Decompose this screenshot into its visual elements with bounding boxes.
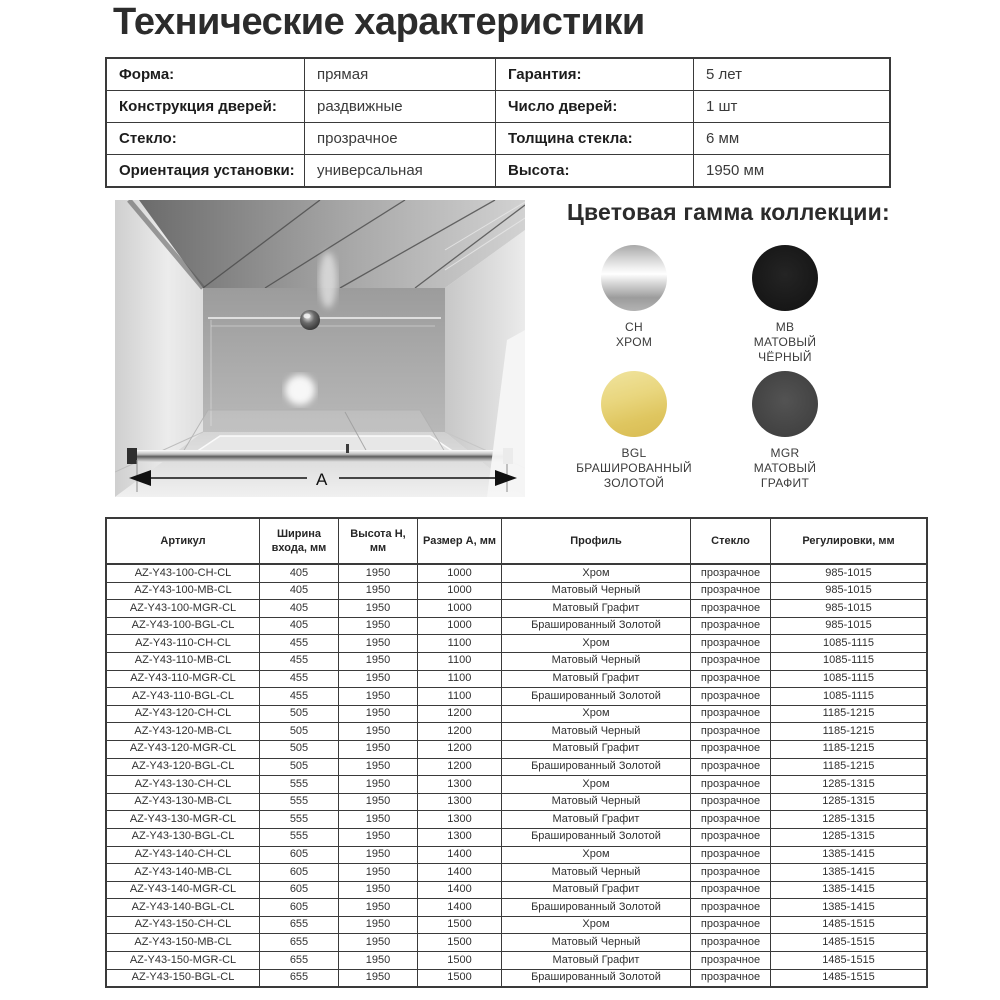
glass-door-panel <box>183 410 445 452</box>
table-cell: 1950 <box>339 969 418 987</box>
color-circle-ch <box>601 245 667 311</box>
spec-value: 1950 мм <box>693 155 889 186</box>
products-table-head <box>106 518 927 564</box>
table-cell: 1500 <box>418 969 502 987</box>
table-row <box>106 969 927 987</box>
table-cell: прозрачное <box>691 705 771 723</box>
table-cell: 1485-1515 <box>771 934 928 952</box>
table-row <box>106 776 927 794</box>
table-cell: 1385-1415 <box>771 881 928 899</box>
table-cell: 555 <box>260 793 339 811</box>
table-cell: Хром <box>502 635 691 653</box>
table-cell: 1485-1515 <box>771 969 928 987</box>
products-header-row <box>106 518 927 564</box>
products-column-header: Стекло <box>691 518 771 564</box>
table-cell: Матовый Графит <box>502 811 691 829</box>
table-cell: Матовый Черный <box>502 934 691 952</box>
table-cell: AZ-Y43-120-MGR-CL <box>106 740 260 758</box>
table-cell: 985-1015 <box>771 564 928 582</box>
table-cell: 1285-1315 <box>771 793 928 811</box>
spec-value: 6 мм <box>693 123 889 154</box>
table-cell: 1950 <box>339 828 418 846</box>
table-cell: 1185-1215 <box>771 740 928 758</box>
table-row <box>106 688 927 706</box>
table-cell: Брашированный Золотой <box>502 688 691 706</box>
table-row <box>106 582 927 600</box>
table-cell: 1950 <box>339 864 418 882</box>
color-swatch-ch <box>601 245 667 365</box>
table-cell: 1100 <box>418 652 502 670</box>
table-cell: AZ-Y43-100-CH-CL <box>106 564 260 582</box>
table-cell: 1950 <box>339 740 418 758</box>
table-cell: 1950 <box>339 688 418 706</box>
table-cell: Матовый Черный <box>502 723 691 741</box>
table-cell: AZ-Y43-110-CH-CL <box>106 635 260 653</box>
table-cell: Матовый Графит <box>502 600 691 618</box>
table-cell: прозрачное <box>691 723 771 741</box>
table-cell: 1400 <box>418 899 502 917</box>
table-cell: прозрачное <box>691 828 771 846</box>
table-cell: 1485-1515 <box>771 916 928 934</box>
table-row <box>106 952 927 970</box>
table-row <box>106 916 927 934</box>
table-row <box>106 723 927 741</box>
table-cell: 405 <box>260 564 339 582</box>
table-cell: 1085-1115 <box>771 652 928 670</box>
table-cell: Хром <box>502 564 691 582</box>
table-cell: 1950 <box>339 811 418 829</box>
table-cell: 1950 <box>339 582 418 600</box>
table-row <box>106 600 927 618</box>
table-cell: Матовый Графит <box>502 670 691 688</box>
spec-value: 1 шт <box>693 91 889 122</box>
color-swatch-label-line: MB <box>775 320 795 334</box>
table-cell: 1500 <box>418 916 502 934</box>
table-cell: 605 <box>260 881 339 899</box>
table-cell: прозрачное <box>691 916 771 934</box>
table-cell: AZ-Y43-130-MB-CL <box>106 793 260 811</box>
table-cell: AZ-Y43-140-CH-CL <box>106 846 260 864</box>
spec-value: раздвижные <box>304 91 495 122</box>
table-cell: 1085-1115 <box>771 688 928 706</box>
table-row <box>106 881 927 899</box>
table-cell: AZ-Y43-150-BGL-CL <box>106 969 260 987</box>
color-swatch-label-line: MGR <box>770 446 800 460</box>
table-cell: 1385-1415 <box>771 846 928 864</box>
table-cell: 1285-1315 <box>771 776 928 794</box>
table-cell: прозрачное <box>691 617 771 635</box>
color-swatch-label-line: ГРАФИТ <box>760 476 810 490</box>
table-cell: Хром <box>502 916 691 934</box>
table-cell: 1950 <box>339 670 418 688</box>
products-table <box>105 517 928 988</box>
table-cell: AZ-Y43-110-MGR-CL <box>106 670 260 688</box>
table-cell: 1485-1515 <box>771 952 928 970</box>
table-cell: 1950 <box>339 564 418 582</box>
table-cell: 1300 <box>418 828 502 846</box>
table-cell: 505 <box>260 723 339 741</box>
color-swatch-mgr <box>752 371 818 491</box>
table-cell: AZ-Y43-100-MGR-CL <box>106 600 260 618</box>
table-cell: прозрачное <box>691 670 771 688</box>
table-row <box>106 864 927 882</box>
table-cell: 1100 <box>418 670 502 688</box>
table-cell: Матовый Графит <box>502 952 691 970</box>
table-cell: Брашированный Золотой <box>502 899 691 917</box>
color-swatch-mb <box>752 245 818 365</box>
spec-label: Гарантия: <box>495 59 693 90</box>
products-table-body <box>106 564 927 987</box>
table-cell: 455 <box>260 688 339 706</box>
table-cell: Брашированный Золотой <box>502 758 691 776</box>
table-row <box>106 811 927 829</box>
table-cell: 1300 <box>418 811 502 829</box>
table-cell: 1950 <box>339 723 418 741</box>
products-column-header: Регулировки, мм <box>771 518 928 564</box>
table-row <box>106 670 927 688</box>
table-cell: AZ-Y43-110-MB-CL <box>106 652 260 670</box>
table-cell: прозрачное <box>691 652 771 670</box>
table-cell: AZ-Y43-130-CH-CL <box>106 776 260 794</box>
table-cell: прозрачное <box>691 582 771 600</box>
table-cell: 655 <box>260 969 339 987</box>
table-cell: 1285-1315 <box>771 828 928 846</box>
table-cell: 1400 <box>418 881 502 899</box>
table-cell: прозрачное <box>691 881 771 899</box>
light-streak <box>319 252 337 308</box>
color-swatch-bgl <box>576 371 692 491</box>
table-cell: 1300 <box>418 776 502 794</box>
spec-value: 5 лет <box>693 59 889 90</box>
table-cell: AZ-Y43-120-CH-CL <box>106 705 260 723</box>
table-cell: Матовый Черный <box>502 864 691 882</box>
table-cell: 1000 <box>418 564 502 582</box>
spec-row <box>107 154 889 186</box>
table-cell: прозрачное <box>691 969 771 987</box>
table-cell: 405 <box>260 617 339 635</box>
colors-heading: Цветовая гамма коллекции: <box>567 199 890 225</box>
table-cell: 1950 <box>339 793 418 811</box>
color-swatch-label-line: ЧЁРНЫЙ <box>758 350 812 364</box>
spec-label: Стекло: <box>119 130 177 147</box>
table-cell: AZ-Y43-140-BGL-CL <box>106 899 260 917</box>
table-cell: 1950 <box>339 881 418 899</box>
color-swatch-label-line: МАТОВЫЙ <box>753 461 817 475</box>
table-cell: AZ-Y43-130-MGR-CL <box>106 811 260 829</box>
table-cell: AZ-Y43-120-MB-CL <box>106 723 260 741</box>
table-cell: 1200 <box>418 723 502 741</box>
color-swatch-label-line: BGL <box>621 446 647 460</box>
table-cell: 1000 <box>418 582 502 600</box>
color-swatch-label <box>576 446 692 491</box>
color-swatch-label-line: ХРОМ <box>615 335 653 349</box>
table-cell: Хром <box>502 846 691 864</box>
table-cell: 1300 <box>418 793 502 811</box>
table-cell: 1185-1215 <box>771 723 928 741</box>
table-cell: прозрачное <box>691 811 771 829</box>
table-cell: 455 <box>260 635 339 653</box>
table-cell: AZ-Y43-140-MGR-CL <box>106 881 260 899</box>
table-cell: 985-1015 <box>771 617 928 635</box>
products-column-header: Ширина входа, мм <box>260 518 339 564</box>
color-swatch-label-line: МАТОВЫЙ <box>753 335 817 349</box>
table-cell: AZ-Y43-130-BGL-CL <box>106 828 260 846</box>
table-cell: 405 <box>260 600 339 618</box>
dimension-label: A <box>316 470 328 489</box>
table-row <box>106 635 927 653</box>
table-cell: 555 <box>260 776 339 794</box>
color-swatch-label-line: CH <box>625 320 643 334</box>
table-cell: Матовый Черный <box>502 793 691 811</box>
table-row <box>106 652 927 670</box>
table-cell: 1185-1215 <box>771 758 928 776</box>
table-cell: 1200 <box>418 758 502 776</box>
table-row <box>106 564 927 582</box>
table-cell: Матовый Черный <box>502 582 691 600</box>
color-swatch-label-line: ЗОЛОТОЙ <box>603 476 665 490</box>
shower-head-highlight <box>304 314 311 319</box>
table-cell: 1185-1215 <box>771 705 928 723</box>
table-cell: 1085-1115 <box>771 670 928 688</box>
spec-table <box>105 57 891 188</box>
spec-label: Ориентация установки: <box>119 162 295 179</box>
table-cell: AZ-Y43-120-BGL-CL <box>106 758 260 776</box>
shower-top-view-image <box>115 200 525 497</box>
table-cell: прозрачное <box>691 600 771 618</box>
table-cell: 1950 <box>339 952 418 970</box>
table-row <box>106 705 927 723</box>
table-cell: 1950 <box>339 600 418 618</box>
spec-value: универсальная <box>304 155 495 186</box>
table-cell: Матовый Графит <box>502 740 691 758</box>
spec-row <box>107 122 889 154</box>
table-row <box>106 740 927 758</box>
color-swatches <box>559 245 861 491</box>
table-cell: AZ-Y43-150-MGR-CL <box>106 952 260 970</box>
table-row <box>106 758 927 776</box>
table-cell: 1000 <box>418 600 502 618</box>
table-cell: 1950 <box>339 776 418 794</box>
color-swatch-label-line: БРАШИРОВАННЫЙ <box>576 461 692 475</box>
table-cell: 1950 <box>339 652 418 670</box>
table-cell: 1400 <box>418 864 502 882</box>
rail-end-cap-left <box>127 448 137 464</box>
table-cell: 455 <box>260 670 339 688</box>
table-cell: 1085-1115 <box>771 635 928 653</box>
spec-label: Высота: <box>495 155 693 186</box>
table-cell: Брашированный Золотой <box>502 617 691 635</box>
spec-label: Число дверей: <box>495 91 693 122</box>
table-row <box>106 828 927 846</box>
products-column-header: Размер A, мм <box>418 518 502 564</box>
table-cell: 555 <box>260 828 339 846</box>
table-cell: прозрачное <box>691 635 771 653</box>
table-cell: AZ-Y43-110-BGL-CL <box>106 688 260 706</box>
spec-value: прямая <box>304 59 495 90</box>
table-cell: 1385-1415 <box>771 864 928 882</box>
table-row <box>106 617 927 635</box>
table-cell: Хром <box>502 705 691 723</box>
table-cell: AZ-Y43-150-CH-CL <box>106 916 260 934</box>
table-cell: прозрачное <box>691 564 771 582</box>
table-cell: 985-1015 <box>771 582 928 600</box>
table-cell: 1200 <box>418 705 502 723</box>
table-cell: 605 <box>260 846 339 864</box>
table-row <box>106 846 927 864</box>
table-cell: 1950 <box>339 934 418 952</box>
spec-label: Форма: <box>119 66 175 83</box>
table-cell: Брашированный Золотой <box>502 828 691 846</box>
table-cell: прозрачное <box>691 740 771 758</box>
table-cell: 555 <box>260 811 339 829</box>
spec-label: Конструкция дверей: <box>119 98 277 115</box>
table-cell: 655 <box>260 952 339 970</box>
table-cell: прозрачное <box>691 934 771 952</box>
table-cell: AZ-Y43-100-MB-CL <box>106 582 260 600</box>
table-cell: Матовый Графит <box>502 881 691 899</box>
table-cell: 1950 <box>339 899 418 917</box>
spec-row <box>107 59 889 90</box>
table-cell: AZ-Y43-100-BGL-CL <box>106 617 260 635</box>
page-title: Технические характеристики <box>113 1 645 43</box>
color-circle-mgr <box>752 371 818 437</box>
products-column-header: Высота H, мм <box>339 518 418 564</box>
table-cell: 1100 <box>418 635 502 653</box>
table-cell: 1950 <box>339 617 418 635</box>
table-cell: 1500 <box>418 952 502 970</box>
table-cell: 655 <box>260 916 339 934</box>
table-row <box>106 934 927 952</box>
table-cell: прозрачное <box>691 864 771 882</box>
table-cell: 505 <box>260 758 339 776</box>
light-glow <box>285 375 315 405</box>
spec-value: прозрачное <box>304 123 495 154</box>
table-row <box>106 793 927 811</box>
table-cell: 455 <box>260 652 339 670</box>
table-cell: прозрачное <box>691 776 771 794</box>
table-cell: 1100 <box>418 688 502 706</box>
table-cell: прозрачное <box>691 899 771 917</box>
table-cell: прозрачное <box>691 846 771 864</box>
table-cell: 1285-1315 <box>771 811 928 829</box>
products-column-header: Артикул <box>106 518 260 564</box>
table-cell: 605 <box>260 864 339 882</box>
table-cell: 1000 <box>418 617 502 635</box>
table-cell: Брашированный Золотой <box>502 969 691 987</box>
table-cell: 1950 <box>339 758 418 776</box>
table-cell: 1950 <box>339 705 418 723</box>
shower-diagram <box>115 200 525 497</box>
color-swatch-label <box>616 320 652 350</box>
table-cell: прозрачное <box>691 688 771 706</box>
table-cell: 1950 <box>339 635 418 653</box>
door-rail <box>127 450 513 462</box>
color-circle-mb <box>752 245 818 311</box>
color-swatch-label <box>754 446 817 491</box>
color-swatch-label <box>754 320 817 365</box>
table-cell: прозрачное <box>691 758 771 776</box>
table-cell: прозрачное <box>691 793 771 811</box>
table-cell: AZ-Y43-140-MB-CL <box>106 864 260 882</box>
spec-row <box>107 90 889 122</box>
table-cell: AZ-Y43-150-MB-CL <box>106 934 260 952</box>
table-cell: 505 <box>260 705 339 723</box>
spec-label: Толщина стекла: <box>495 123 693 154</box>
table-cell: Хром <box>502 776 691 794</box>
table-cell: 1500 <box>418 934 502 952</box>
table-cell: 405 <box>260 582 339 600</box>
door-handle <box>346 444 349 453</box>
color-circle-bgl <box>601 371 667 437</box>
table-cell: 1200 <box>418 740 502 758</box>
table-cell: 985-1015 <box>771 600 928 618</box>
table-cell: прозрачное <box>691 952 771 970</box>
table-cell: 1950 <box>339 916 418 934</box>
table-cell: 1400 <box>418 846 502 864</box>
table-row <box>106 899 927 917</box>
products-column-header: Профиль <box>502 518 691 564</box>
table-cell: 1385-1415 <box>771 899 928 917</box>
shower-head <box>300 310 320 330</box>
table-cell: Матовый Черный <box>502 652 691 670</box>
table-cell: 605 <box>260 899 339 917</box>
table-cell: 655 <box>260 934 339 952</box>
table-cell: 505 <box>260 740 339 758</box>
table-cell: 1950 <box>339 846 418 864</box>
